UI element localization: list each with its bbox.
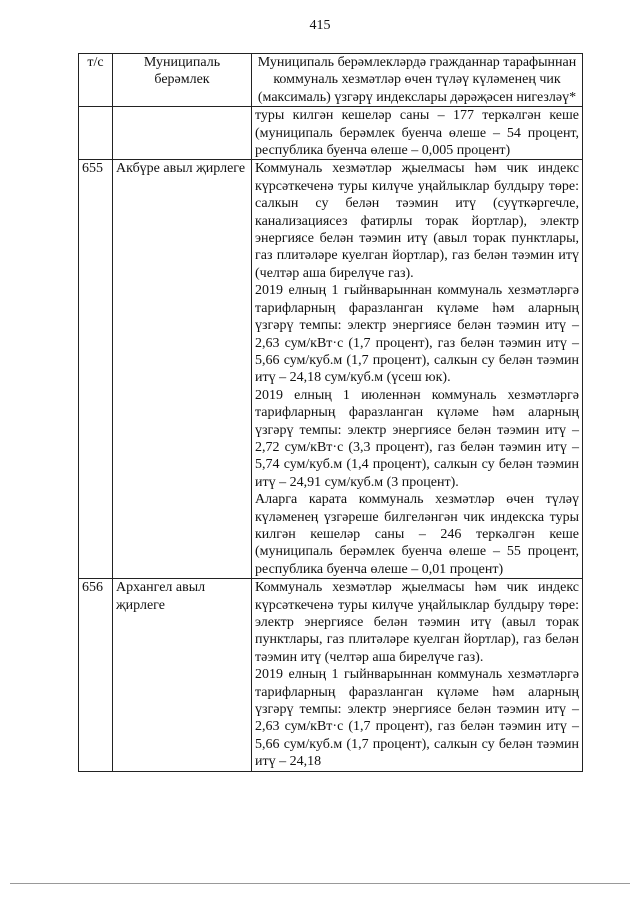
row-municipality: Архангел авыл җирлеге xyxy=(113,579,252,771)
table-row xyxy=(79,107,583,160)
table-row xyxy=(79,579,583,771)
row-paragraph: 2019 елның 1 гыйнварыннан коммуналь хезмәтләргә тарифларның фаразланган күләме һәм аларның үзгәрү темпы: электр энергиясе белән тәэмин итү – 2,63 сум/кВт·с (1,7 процент), газ белән тәэмин итү – 5,66 сум/куб.м (1,7 процент), салкын су белән тәэмин итү – 24,18 сум/куб.м (үсеш юк). xyxy=(255,283,579,386)
row-paragraph: Коммуналь хезмәтләр җыелмасы һәм чик индекс күрсәткеченә туры килүче уңайлыклар булдыру төре: электр энергиясе белән тәэмин итү (авыл торак пунктлары, газ плитәләре куелган йортлар), газ белән тәэмин итү (челтәр аша бирелүче газ). xyxy=(255,580,579,665)
tariff-table xyxy=(78,53,583,772)
row-paragraph: туры килгән кешеләр саны – 177 теркәлгән кеше (муниципаль берәмлек буенча өлеше – 54 процент, республика буенча өлеше – 0,005 процент) xyxy=(255,108,579,159)
row-paragraph: 2019 елның 1 июленнән коммуналь хезмәтләргә тарифларның фаразланган күләме һәм аларның үзгәрү темпы: электр энергиясе белән тәэмин итү – 2,72 сум/кВт·с (3,3 процент), газ белән тәэмин итү – 5,74 сум/куб.м (1,4 процент), салкын су белән тәэмин итү – 24,91 сум/куб.м (3 процент). xyxy=(255,387,579,490)
table-header-row xyxy=(79,54,583,107)
row-num: 656 xyxy=(79,579,113,771)
row-municipality: Акбүре авыл җирлеге xyxy=(113,160,252,579)
row-paragraph: 2019 елның 1 гыйнварыннан коммуналь хезмәтләргә тарифларның фаразланган күләме һәм аларның үзгәрү темпы: электр энергиясе белән тәэмин итү – 2,63 сум/кВт·с (1,7 процент), газ белән тәэмин итү – 5,66 сум/куб.м (1,7 процент), салкын су белән тәэмин итү – 24,18 xyxy=(255,667,579,770)
header-num: т/с xyxy=(79,54,113,107)
row-municipality xyxy=(113,107,252,160)
header-text: Муниципаль берәмлекләрдә гражданнар тарафыннан коммуналь хезмәтләр өчен түләү күләменең чик (максималь) үзгәрү индекслары дәрәҗәсен нигезләү* xyxy=(252,54,583,107)
header-municipality: Муниципаль берәмлек xyxy=(113,54,252,107)
row-text xyxy=(252,107,583,160)
row-text xyxy=(252,160,583,579)
row-num xyxy=(79,107,113,160)
row-paragraph: Аларга карата коммуналь хезмәтләр өчен түләү күләменең үзгәреше билгеләнгән чик индекска туры килгән кешеләр саны – 246 теркәлгән кеше (муниципаль берәмлек буенча өлеше – 55 процент, республика буенча өлеше – 0,01 процент) xyxy=(255,492,579,577)
page-number: 415 xyxy=(309,18,331,33)
page-bottom-rule xyxy=(10,883,630,884)
table-row xyxy=(79,160,583,579)
row-num: 655 xyxy=(79,160,113,579)
row-paragraph: Коммуналь хезмәтләр җыелмасы һәм чик индекс күрсәткеченә туры килүче уңайлыклар булдыру төре: салкын су белән тәэмин итү (суүткәргечле, канализациясез фатирлы торак йортлар), электр энергиясе белән тәэмин итү (авыл торак пунктлары, газ плитәләре куелган йортлар), газ белән тәэмин итү (челтәр аша бирелүче газ). xyxy=(255,161,579,281)
row-text xyxy=(252,579,583,771)
